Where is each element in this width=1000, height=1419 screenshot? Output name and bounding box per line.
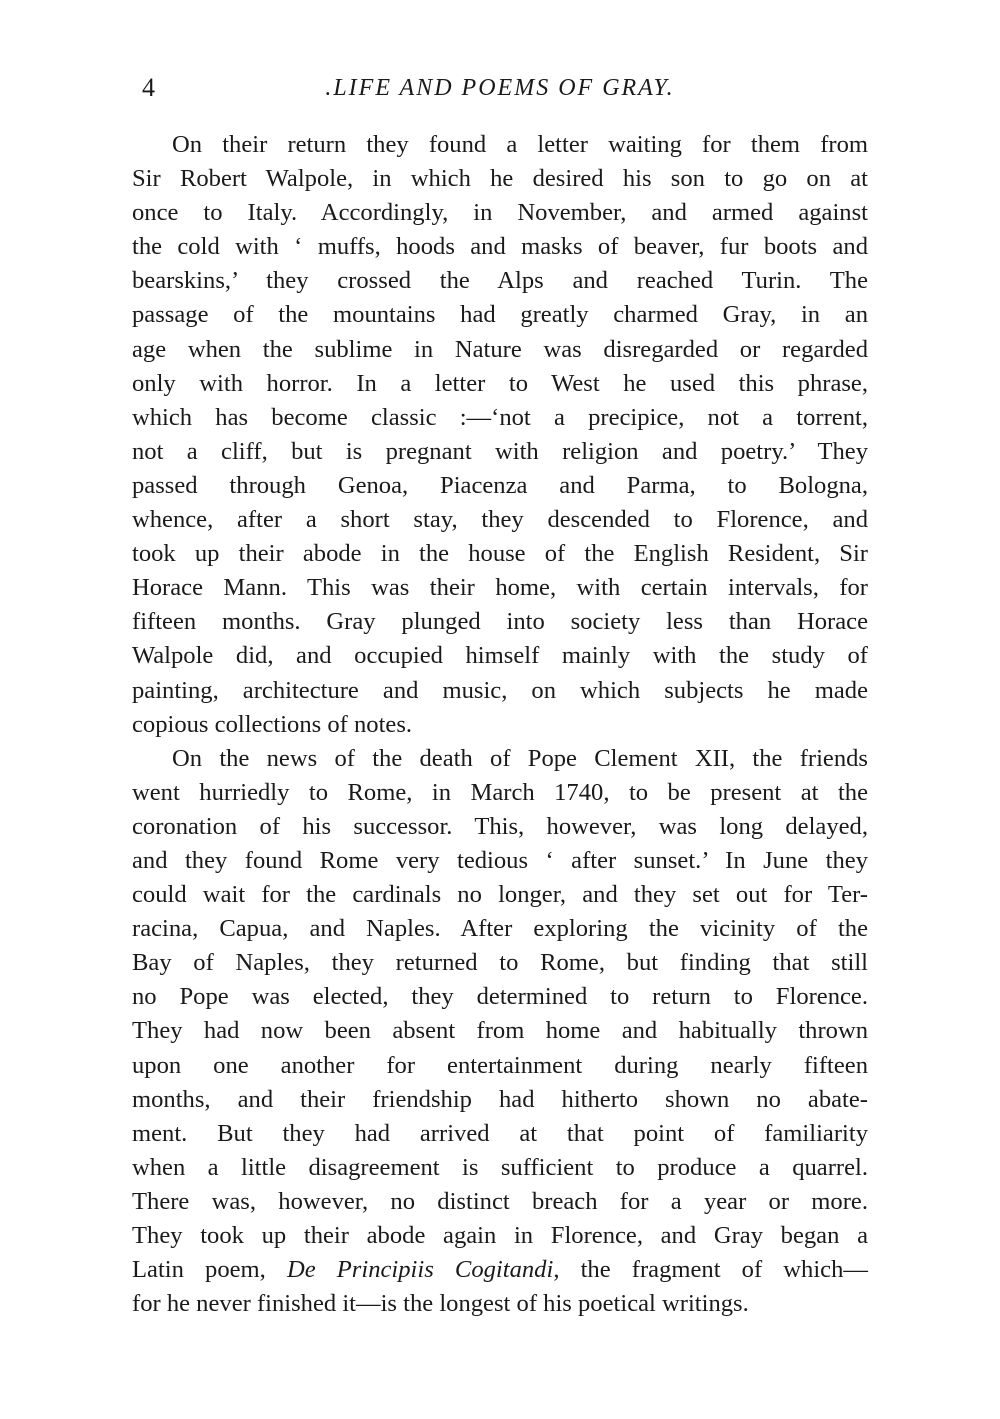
text-segment: , the fragment of which— (553, 1256, 868, 1284)
text-line: whence, after a short stay, they descended to Florence, and (132, 506, 868, 534)
poem-title: De Principiis Cogitandi (286, 1256, 554, 1284)
text-line: upon one another for entertainment during nearly fifteen (132, 1051, 868, 1079)
text-line: once to Italy. Accordingly, in November, and armed against (132, 199, 868, 227)
text-line: Bay of Naples, they returned to Rome, but finding that still (132, 949, 868, 977)
text-line: On the news of the death of Pope Clement XII, the friends (172, 744, 868, 772)
text-line: Horace Mann. This was their home, with certain intervals, for (132, 574, 868, 602)
text-line: On their return they found a letter waiting for them from (172, 131, 868, 158)
text-line: fifteen months. Gray plunged into society less than Horace (132, 608, 868, 636)
text-line: painting, architecture and music, on which subjects he made (132, 676, 868, 704)
text-line: passed through Genoa, Piacenza and Parma, to Bologna, (132, 471, 868, 499)
text-line: when a little disagreement is sufficient to produce a quarrel. (132, 1153, 868, 1181)
text-line: not a cliff, but is pregnant with religion and poetry.’ They (132, 437, 868, 465)
text-line: They had now been absent from home and habitually thrown (132, 1017, 868, 1045)
text-line: could wait for the cardinals no longer, and they set out for Ter- (132, 881, 868, 909)
paragraph-lines (132, 742, 868, 1253)
page-number: 4 (142, 73, 155, 102)
text-line: the cold with ‘ muffs, hoods and masks of beaver, fur boots and (132, 233, 868, 261)
text-line: no Pope was elected, they determined to return to Florence. (132, 983, 868, 1011)
text-line: bearskins,’ they crossed the Alps and reached Turin. The (132, 267, 868, 295)
text-line: which has become classic :—‘not a precipice, not a torrent, (132, 403, 868, 431)
text-line: took up their abode in the house of the English Resident, Sir (132, 540, 868, 568)
text-line: for he never finished it—is the longest of his poetical writings. (132, 1290, 749, 1318)
text-line: There was, however, no distinct breach for a year or more. (132, 1187, 868, 1215)
text-line: months, and their friendship had hitherto shown no abate- (132, 1085, 868, 1113)
text-line: Walpole did, and occupied himself mainly with the study of (132, 642, 868, 670)
paragraph (132, 742, 868, 1322)
text-line (132, 1253, 868, 1287)
text-line: coronation of his successor. This, however, was long delayed, (132, 812, 868, 840)
text-line: only with horror. In a letter to West he used this phrase, (132, 369, 868, 397)
running-title: .LIFE AND POEMS OF GRAY. (325, 75, 675, 101)
text-line: ment. But they had arrived at that point of familiarity (132, 1119, 868, 1147)
running-head (132, 68, 868, 108)
text-line: copious collections of notes. (132, 710, 413, 738)
body-text (132, 128, 868, 1321)
text-line: and they found Rome very tedious ‘ after sunset.’ In June they (132, 846, 868, 874)
text-line: age when the sublime in Nature was disregarded or regarded (132, 335, 868, 363)
text-line: They took up their abode again in Florence, and Gray began a (132, 1222, 868, 1249)
text-line: went hurriedly to Rome, in March 1740, to be present at the (132, 778, 868, 806)
text-line: passage of the mountains had greatly charmed Gray, in an (132, 301, 868, 329)
paragraph (132, 128, 868, 742)
text-segment: Latin poem, (132, 1256, 287, 1284)
text-line: Sir Robert Walpole, in which he desired his son to go on at (132, 165, 868, 193)
text-line: racina, Capua, and Naples. After exploring the vicinity of the (132, 915, 868, 943)
